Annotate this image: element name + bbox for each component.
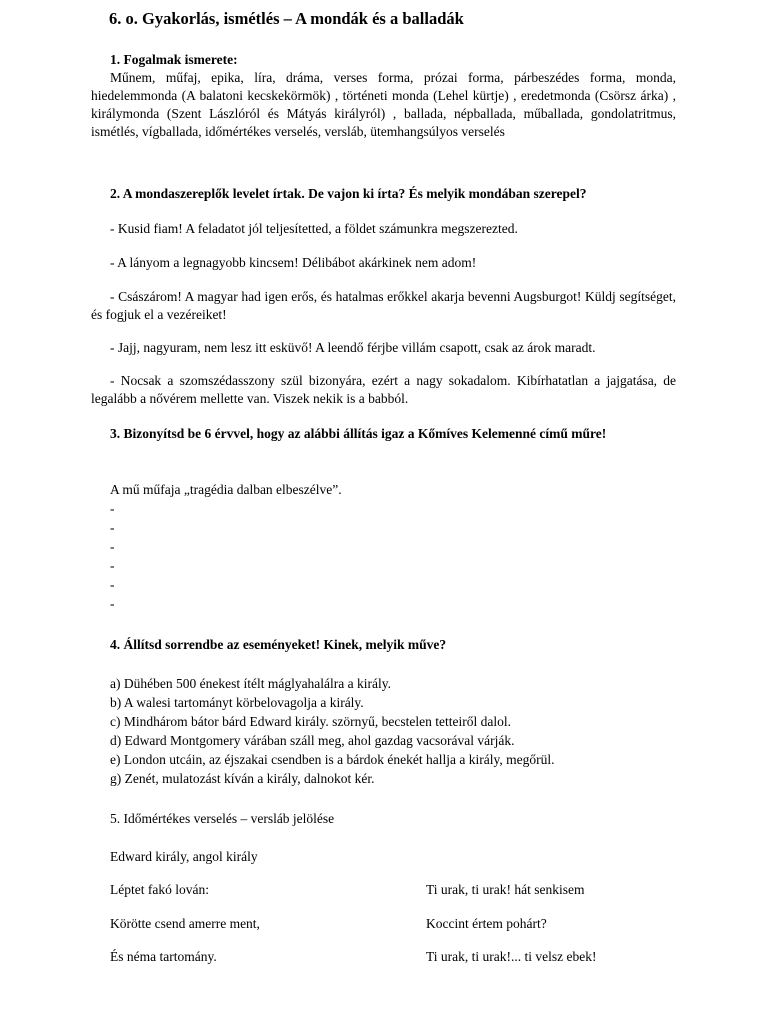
poem-line-right: Ti urak, ti urak! hát senkisem <box>426 882 585 897</box>
poem-line-left: Körötte csend amerre ment, <box>110 916 260 931</box>
letter-4 <box>91 339 676 357</box>
section-4-heading: 4. Állítsd sorrendbe az eseményeket! Kinek, melyik műve? <box>110 637 447 652</box>
section-3-heading-block <box>91 424 676 443</box>
letter-5 <box>91 372 676 408</box>
letter-2 <box>91 254 676 272</box>
letter-text: - Kusid fiam! A feladatot jól teljesítetted, a földet számunkra megszerezted. <box>110 221 518 236</box>
section-4-heading-block <box>91 635 676 654</box>
section-2-heading: 2. A mondaszereplők levelet írtak. De vajon ki írta? És melyik mondában szerepel? <box>110 186 587 201</box>
event-item: a) Dühében 500 énekest ítélt máglyahalálra a király. <box>110 676 392 691</box>
section-5-heading: 5. Időmértékes verselés – versláb jelölése <box>110 811 335 826</box>
letter-text: - A lányom a legnagyobb kincsem! Délibábot akárkinek nem adom! <box>110 255 477 270</box>
answer-dash: - <box>110 539 115 554</box>
letter-text: - Császárom! A magyar had igen erős, és hatalmas erőkkel akarja bevenni Augsburgot! Küldj segítséget, és fogjuk el a vezéreiket! <box>91 289 676 322</box>
section-1 <box>91 50 676 141</box>
event-item: g) Zenét, mulatozást kíván a király, dalnokot kér. <box>110 771 375 786</box>
answer-dash: - <box>110 558 115 573</box>
section-1-text: Műnem, műfaj, epika, líra, dráma, verses forma, prózai forma, párbeszédes forma, monda, hiedelemmonda (A balatoni kecskekörmök) , történeti monda (Lehel kürtje) , eredetmonda (Csörsz árka) , királymonda (Szent Lászlóról és Mátyás királyról) , ballada, népballada, műballada, gondolatritmus, ismétlés, vígballada, időmértékes verselés, versláb, ütemhangsúlyos verselés <box>91 70 676 139</box>
event-item: d) Edward Montgomery várában száll meg, ahol gazdag vacsorával várják. <box>110 733 515 748</box>
answer-dash: - <box>110 596 115 611</box>
genre-statement: A mű műfaja „tragédia dalban elbeszélve”. <box>110 482 342 497</box>
poem-line-left: Léptet fakó lován: <box>110 882 209 897</box>
letter-3 <box>91 288 676 324</box>
event-item: c) Mindhárom bátor bárd Edward király. szörnyű, becstelen tetteiről dalol. <box>110 714 511 729</box>
poem-line-left: És néma tartomány. <box>110 949 217 964</box>
letter-text: - Jajj, nagyuram, nem lesz itt esküvő! A leendő férjbe villám csapott, csak az árok maradt. <box>110 340 596 355</box>
letter-1 <box>91 220 676 238</box>
poem-line-right: Koccint értem pohárt? <box>426 916 547 931</box>
poem-line-right: Ti urak, ti urak!... ti velsz ebek! <box>426 949 597 964</box>
answer-dash: - <box>110 501 115 516</box>
answer-dash: - <box>110 577 115 592</box>
letter-text: - Nocsak a szomszédasszony szül bizonyára, ezért a nagy sokadalom. Kibírhatatlan a jajgatása, de legalább a nővérem mellette van. Viszek nekik is a babból. <box>91 373 676 406</box>
section-3-heading: 3. Bizonyítsd be 6 érvvel, hogy az alábbi állítás igaz a Kőmíves Kelemenné című műre! <box>110 426 607 441</box>
section-1-heading: 1. Fogalmak ismerete: <box>110 52 238 67</box>
answer-dash: - <box>110 520 115 535</box>
poem-line: Edward király, angol király <box>110 849 258 864</box>
page-title: 6. o. Gyakorlás, ismétlés – A mondák és a balladák <box>109 9 464 28</box>
section-2-heading-block <box>91 184 676 203</box>
event-item: e) London utcáin, az éjszakai csendben is a bárdok énekét hallja a király, megőrül. <box>110 752 555 767</box>
event-item: b) A walesi tartományt körbelovagolja a király. <box>110 695 364 710</box>
